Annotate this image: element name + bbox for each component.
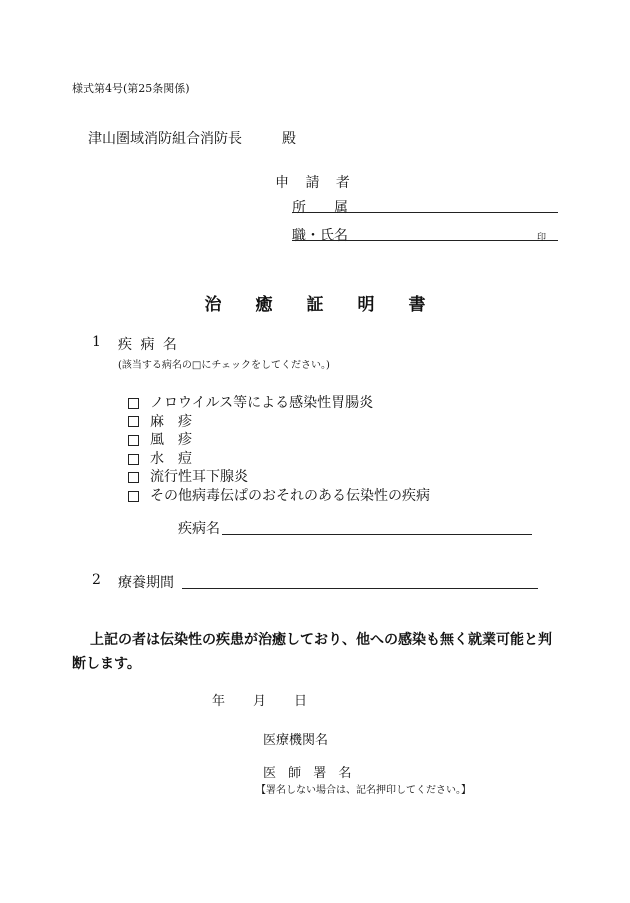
title-char: 書	[408, 295, 426, 315]
checkbox[interactable]	[128, 416, 139, 427]
section1-number: 1	[92, 334, 101, 350]
doctor-signature-note: 【署名しない場合は、記名押印してください。】	[256, 785, 471, 796]
title-char: 明	[357, 295, 375, 315]
section2-number: 2	[92, 572, 101, 588]
title-char: 証	[306, 295, 324, 315]
disease-option[interactable]	[128, 394, 430, 413]
affiliation-field[interactable]	[292, 212, 558, 213]
date-month: 月	[253, 694, 267, 709]
form-number: 様式第4号(第25条関係)	[72, 82, 190, 95]
disease-option-label: 水 痘	[150, 450, 192, 467]
name-field[interactable]	[292, 240, 558, 241]
date-line[interactable]	[212, 690, 335, 709]
title-char: 癒	[255, 295, 273, 315]
affiliation-label: 所 属	[292, 200, 348, 216]
disease-option-label: 流行性耳下腺炎	[150, 469, 248, 486]
institution-label: 医療機関名	[263, 733, 329, 748]
disease-option[interactable]	[128, 450, 430, 469]
disease-checklist	[128, 394, 430, 506]
section1-label: 疾 病 名	[118, 337, 179, 353]
name-label: 職・氏名	[292, 228, 348, 244]
certification-statement: 上記の者は伝染性の疾患が治癒しており、他への感染も無く就業可能と判断します。	[72, 632, 552, 672]
checkbox[interactable]	[128, 472, 139, 483]
title-char: 治	[204, 295, 222, 315]
checkbox[interactable]	[128, 454, 139, 465]
disease-option[interactable]	[128, 468, 430, 487]
disease-option[interactable]	[128, 431, 430, 450]
section1-note: (該当する病名の□にチェックをしてください。)	[118, 360, 330, 371]
checkbox[interactable]	[128, 491, 139, 502]
disease-option-label: 麻 疹	[150, 413, 192, 430]
applicant-label: 申 請 者	[275, 175, 356, 191]
document-title	[0, 290, 630, 315]
treatment-period-field[interactable]	[182, 588, 538, 589]
disease-option-label: ノロウイルス等による感染性胃腸炎	[150, 395, 374, 411]
seal-mark: 印	[537, 233, 547, 243]
recipient-line	[88, 128, 296, 148]
date-day: 日	[294, 694, 308, 709]
checkbox[interactable]	[128, 398, 139, 409]
disease-option-label: 風 疹	[150, 432, 192, 449]
recipient-honorific: 殿	[282, 131, 296, 147]
date-year: 年	[212, 694, 226, 709]
disease-option[interactable]	[128, 413, 430, 432]
checkbox[interactable]	[128, 435, 139, 446]
disease-name-label: 疾病名	[178, 521, 220, 537]
section2-label: 療養期間	[118, 575, 174, 591]
disease-option-label: その他病毒伝ぱのおそれのある伝染性の疾病	[150, 487, 430, 504]
recipient-name: 津山圏域消防組合消防長	[88, 131, 242, 147]
disease-name-field[interactable]	[222, 534, 532, 535]
doctor-signature-label: 医 師 署 名	[263, 766, 356, 781]
disease-option[interactable]	[128, 487, 430, 506]
